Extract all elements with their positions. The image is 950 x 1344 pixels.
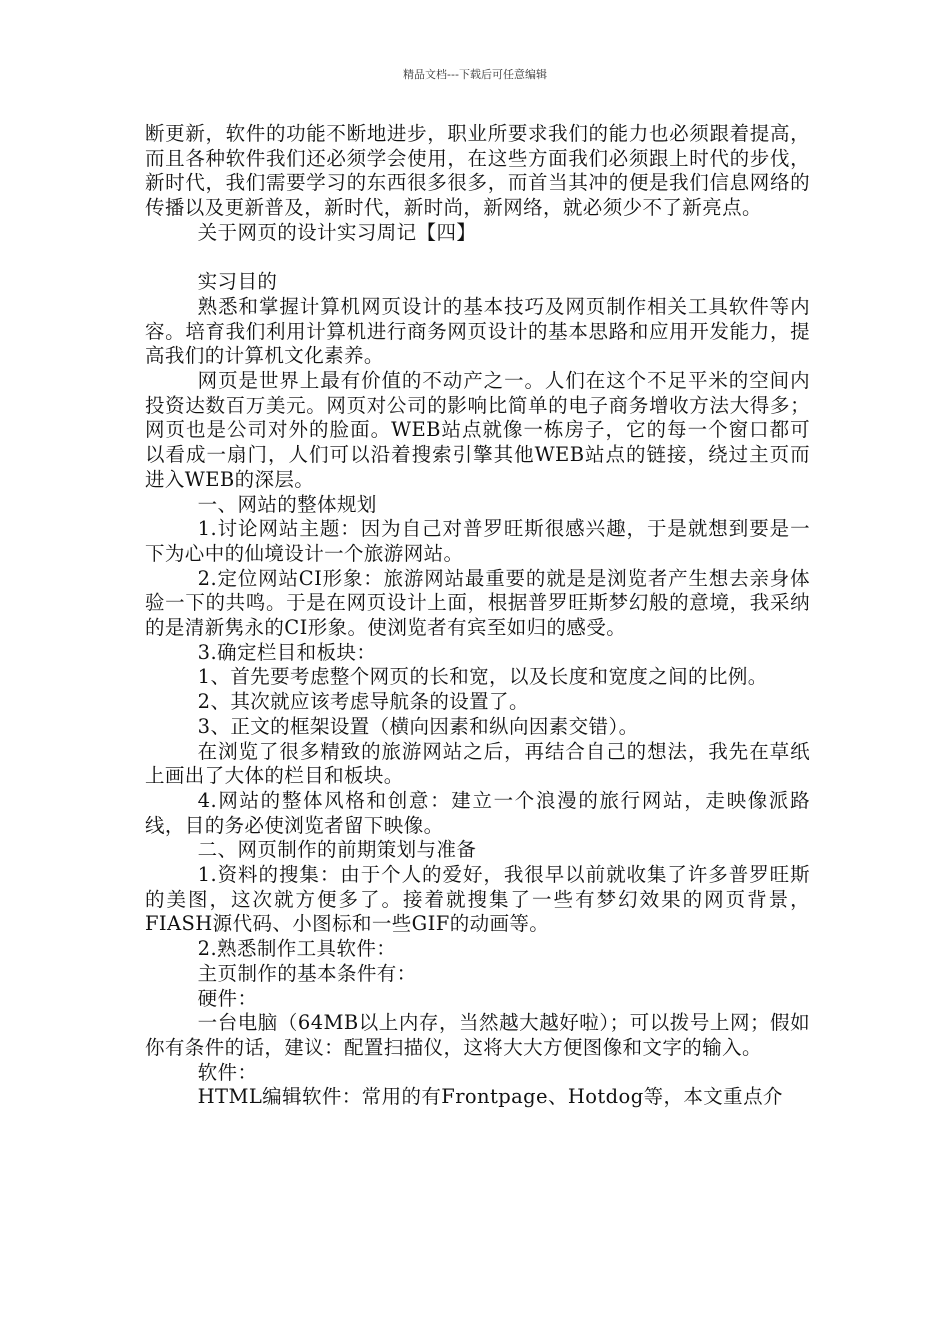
paragraph: 断更新，软件的功能不断地进步，职业所要求我们的能力也必须跟着提高，而且各种软件我们还必须学会使用，在这些方面我们必须跟上时代的步伐，新时代，我们需要学习的东西很多很多，而首当其冲的便是我们信息网络的传播以及更新普及，新时代，新时尚，新网络，就必须少不了新亮点。 (145, 122, 810, 220)
paragraph: 2、其次就应该考虑导航条的设置了。 (197, 690, 529, 714)
paragraph: 主页制作的基本条件有： (197, 961, 417, 985)
paragraph: 1、首先要考虑整个网页的长和宽，以及长度和宽度之间的比例。 (197, 665, 768, 689)
paragraph: 1.讨论网站主题：因为自己对普罗旺斯很感兴趣，于是就想到要是一下为心中的仙境设计一个旅游网站。 (145, 517, 810, 565)
paragraph: 软件： (197, 1060, 258, 1084)
paragraph: 1.资料的搜集：由于个人的爱好，我很早以前就收集了许多普罗旺斯的美图，这次就方便多了。接着就搜集了一些有梦幻效果的网页背景，FIASH源代码、小图标和一些GIF的动画等。 (145, 863, 810, 936)
paragraph: 3.确定栏目和板块： (197, 640, 377, 664)
paragraph: 2.定位网站CI形象：旅游网站最重要的就是是浏览者产生想去亲身体验一下的共鸣。于是在网页设计上面，根据普罗旺斯梦幻般的意境，我采纳的是清新隽永的CI形象。使浏览者有宾至如归的感受。 (145, 566, 810, 640)
paragraph: 网页是世界上最有价值的不动产之一。人们在这个不足平米的空间内投资达数百万美元。网页对公司的影响比简单的电子商务增收方法大得多；网页也是公司对外的脸面。WEB站点就像一栋房子，它的每一个窗口都可以看成一扇门，人们可以沿着搜索引擎其他WEB站点的链接，绕过主页而进入WEB的深层。 (145, 369, 810, 491)
paragraph: 2.熟悉制作工具软件： (197, 937, 397, 961)
subheading: 一、网站的整体规划 (197, 492, 377, 516)
subheading: 二、网页制作的前期策划与准备 (197, 838, 477, 862)
paragraph: HTML编辑软件：常用的有Frontpage、Hotdog等，本文重点介 (197, 1085, 783, 1109)
paragraph: 熟悉和掌握计算机网页设计的基本技巧及网页制作相关工具软件等内容。培育我们利用计算机进行商务网页设计的基本思路和应用开发能力，提高我们的计算机文化素养。 (145, 294, 810, 368)
page-header: 精品文档---下载后可任意编辑 (403, 68, 547, 81)
paragraph: 一台电脑（64MB以上内存，当然越大越好啦）；可以拨号上网；假如你有条件的话，建议：配置扫描仪，这将大大方便图像和文字的输入。 (145, 1011, 810, 1059)
document-body (145, 122, 810, 1110)
subheading: 实习目的 (197, 270, 278, 294)
section-title: 关于网页的设计实习周记【四】 (197, 220, 477, 244)
paragraph: 在浏览了很多精致的旅游网站之后，再结合自己的想法，我先在草纸上画出了大体的栏目和板块。 (145, 739, 810, 788)
paragraph: 3、正文的框架设置（横向因素和纵向因素交错）。 (197, 714, 639, 738)
paragraph: 硬件： (197, 986, 258, 1010)
blank-line (145, 246, 810, 271)
paragraph: 4.网站的整体风格和创意：建立一个浪漫的旅行网站，走映像派路线，目的务必使浏览者留下映像。 (145, 788, 810, 837)
